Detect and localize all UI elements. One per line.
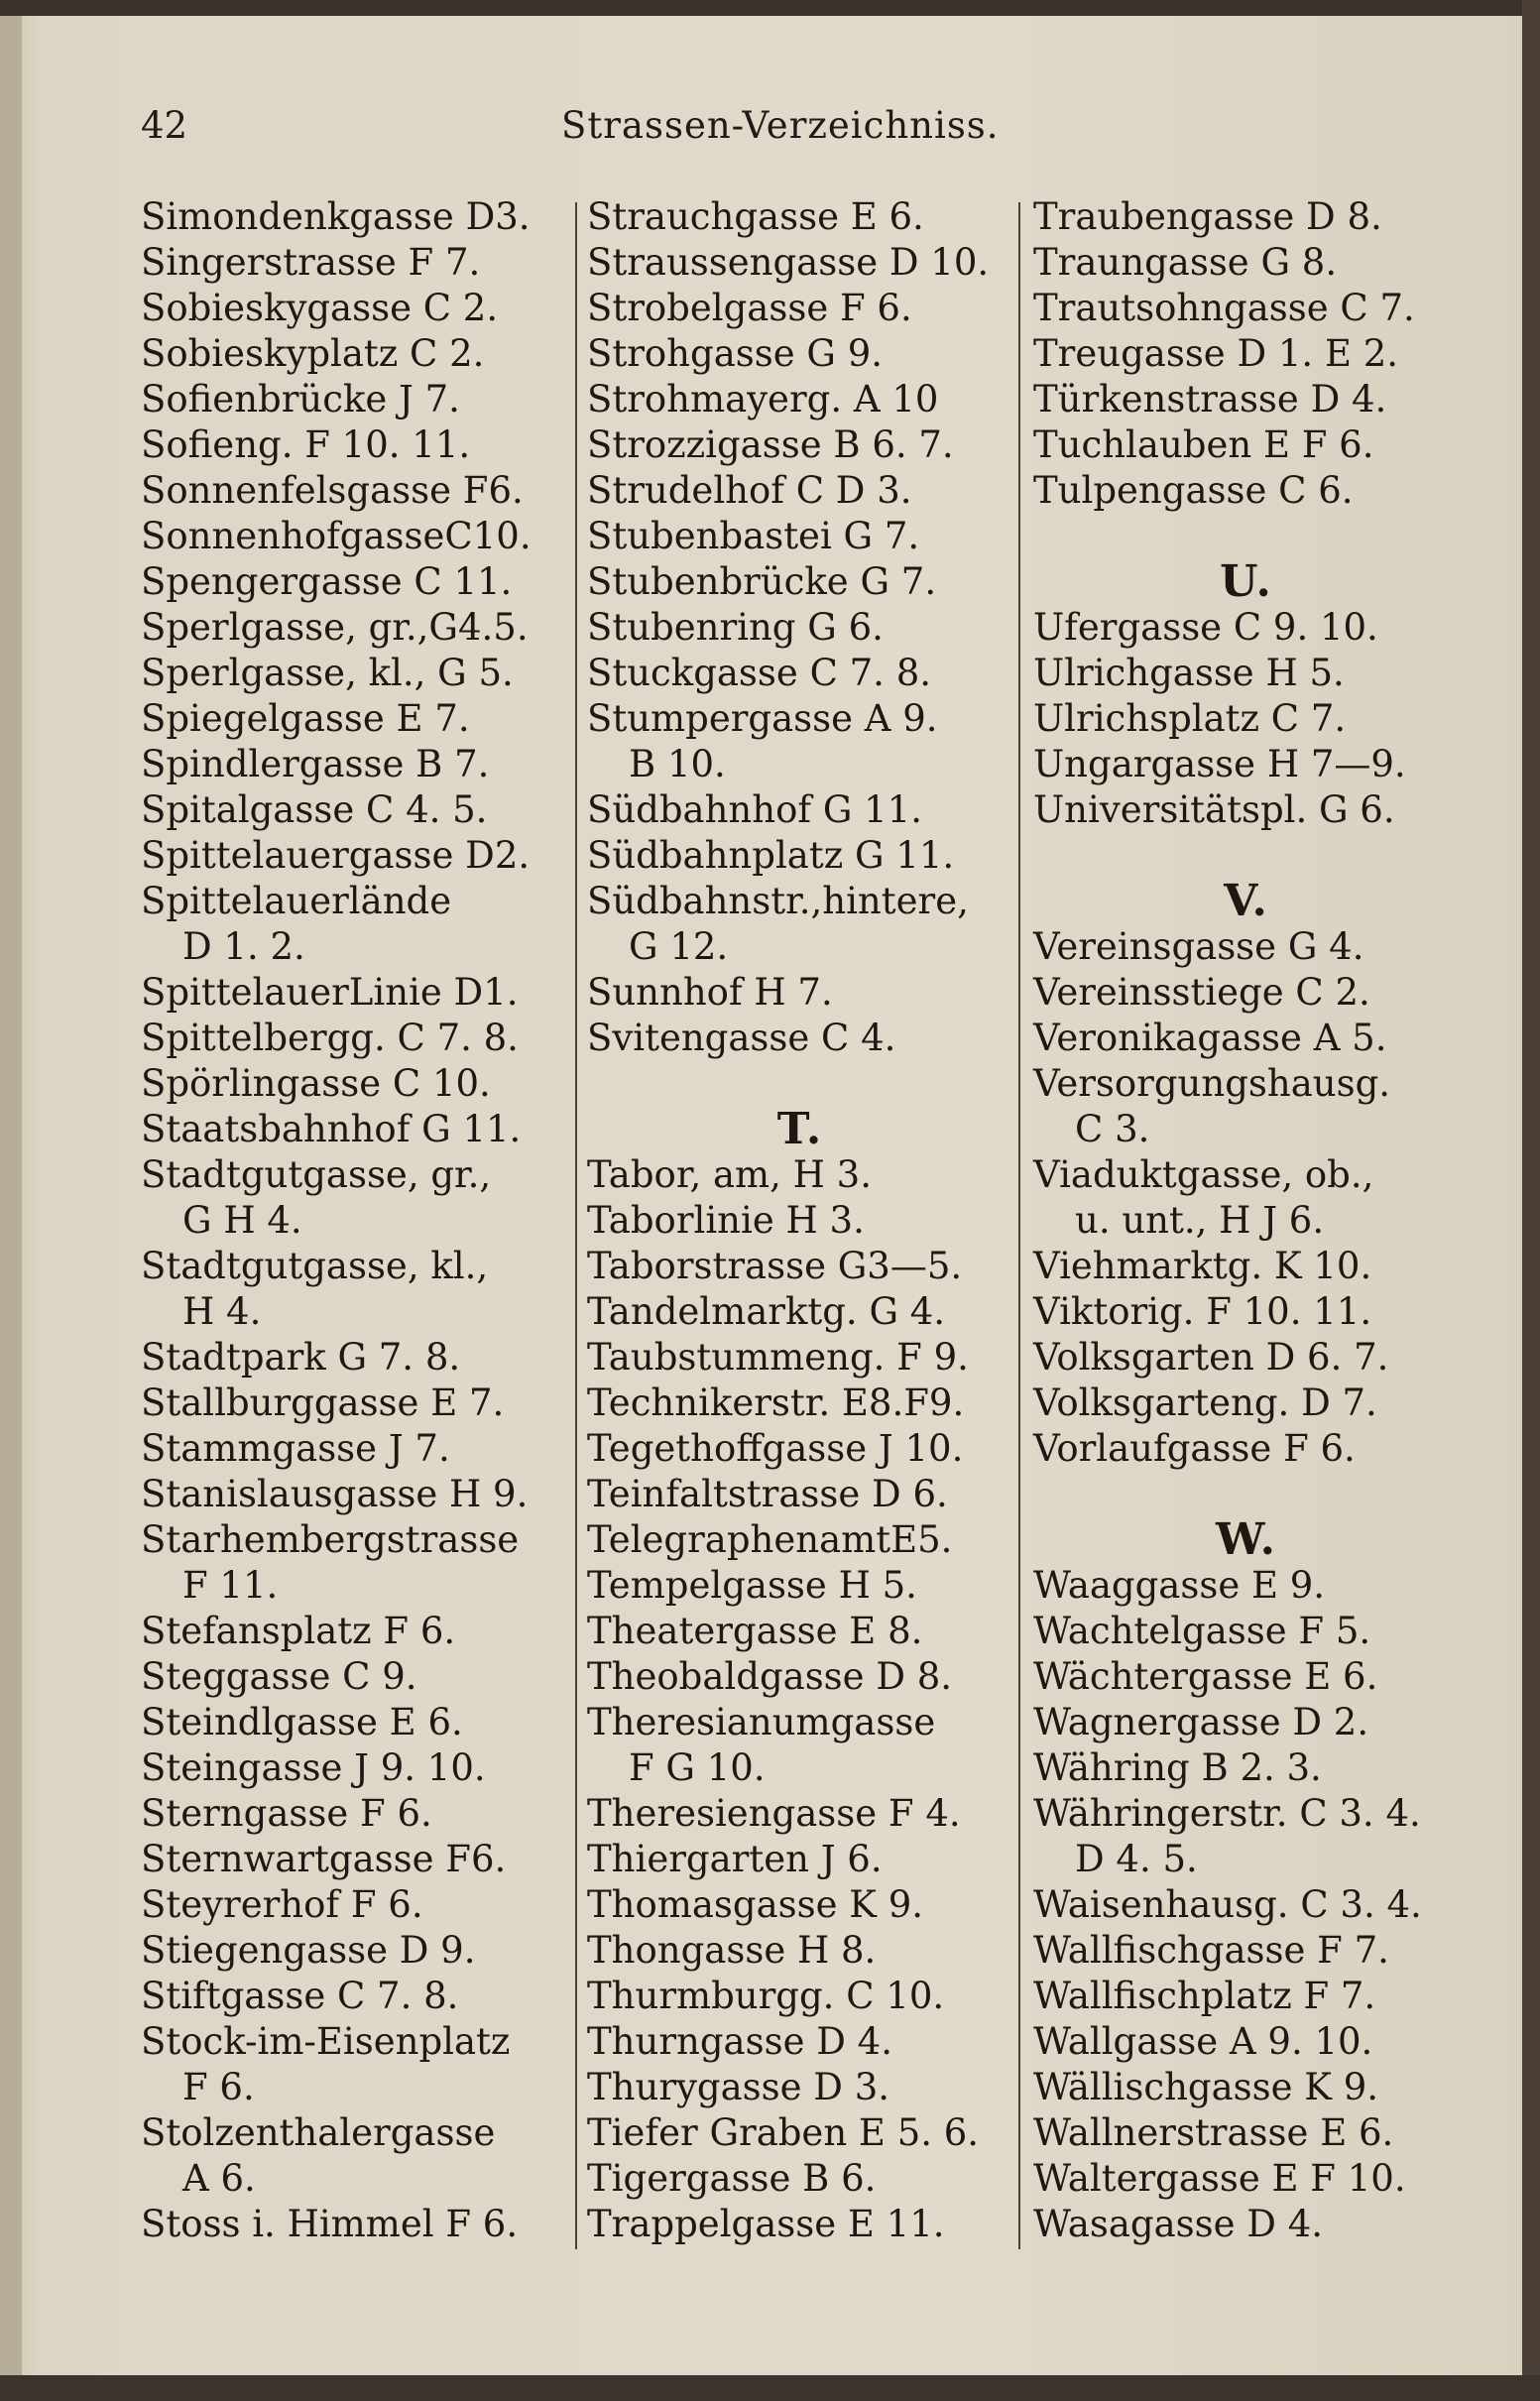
street-entry-continuation: G 12. (629, 925, 729, 968)
street-entry: Waaggasse E 9. (1033, 1564, 1326, 1607)
street-entry: Südbahnplatz G 11. (587, 834, 955, 877)
street-entry: Volksgarteng. D 7. (1033, 1381, 1377, 1424)
street-entry: Tempelgasse H 5. (587, 1564, 917, 1607)
street-entry-continuation: F 6. (182, 2066, 255, 2108)
page-header (0, 104, 1540, 164)
street-entry: Sobieskyplatz C 2. (141, 332, 485, 375)
street-entry: Sperlgasse, kl., G 5. (141, 652, 514, 694)
street-entry: Tuchlauben E F 6. (1033, 423, 1374, 466)
street-entry: Stock-im-Eisenplatz (141, 2020, 511, 2063)
street-entry: Waltergasse E F 10. (1033, 2157, 1406, 2200)
street-entry: Wallfischgasse F 7. (1033, 1929, 1389, 1972)
street-entry: Simondenkgasse D3. (141, 195, 531, 238)
index-column-2 (587, 194, 1013, 2247)
street-entry: Theresiengasse F 4. (587, 1792, 961, 1835)
street-entry: Viktorig. F 10. 11. (1033, 1290, 1372, 1333)
street-entry: Ulrichsplatz C 7. (1033, 697, 1347, 740)
street-entry: Traungasse G 8. (1033, 241, 1338, 284)
street-entry: Stiftgasse C 7. 8. (141, 1975, 459, 2017)
street-entry: Viaduktgasse, ob., (1033, 1153, 1374, 1196)
page-right-edge (1522, 0, 1540, 2401)
street-entry: Stanislausgasse H 9. (141, 1473, 529, 1515)
street-entry: Südbahnstr.,hintere, (587, 880, 969, 922)
street-entry: Stefansplatz F 6. (141, 1610, 456, 1652)
street-entry: Sofienbrücke J 7. (141, 378, 460, 420)
street-entry: Stumpergasse A 9. (587, 697, 938, 740)
street-entry: Vorlaufgasse F 6. (1033, 1427, 1356, 1470)
street-entry: TelegraphenamtE5. (587, 1518, 953, 1561)
street-entry: Viehmarktg. K 10. (1033, 1245, 1372, 1287)
street-entry: Spiegelgasse E 7. (141, 697, 470, 740)
page-bottom-edge (0, 2375, 1540, 2401)
street-entry-continuation: B 10. (629, 743, 726, 785)
street-entry: Strozzigasse B 6. 7. (587, 423, 954, 466)
street-entry: SonnenhofgasseC10. (141, 515, 532, 557)
street-entry: Stadtpark G 7. 8. (141, 1336, 461, 1379)
street-entry: Ulrichgasse H 5. (1033, 652, 1345, 694)
section-spacer (1033, 514, 1460, 559)
page-title: Strassen-Verzeichniss. (561, 104, 1000, 147)
street-entry: Straussengasse D 10. (587, 241, 990, 284)
street-entry: Thiergarten J 6. (587, 1838, 883, 1880)
street-entry: Stiegengasse D 9. (141, 1929, 476, 1972)
column-divider-right (1018, 202, 1020, 2249)
street-entry: Stadtgutgasse, gr., (141, 1153, 492, 1196)
street-entry: Veronikagasse A 5. (1033, 1017, 1387, 1059)
section-spacer (587, 1061, 1013, 1107)
street-entry: Wallfischplatz F 7. (1033, 1975, 1376, 2017)
index-column-3 (1033, 194, 1460, 2247)
street-entry: Singerstrasse F 7. (141, 241, 481, 284)
section-letter-heading: V. (1224, 876, 1269, 926)
street-entry: Strohmayerg. A 10 (587, 378, 939, 420)
street-entry: Vereinsstiege C 2. (1033, 971, 1370, 1014)
street-entry: Staatsbahnhof G 11. (141, 1108, 522, 1150)
street-entry: Strobelgasse F 6. (587, 287, 912, 329)
street-entry: Treugasse D 1. E 2. (1033, 332, 1399, 375)
street-entry: Strohgasse G 9. (587, 332, 884, 375)
street-entry: Thomasgasse K 9. (587, 1883, 923, 1926)
street-entry: Spitalgasse C 4. 5. (141, 788, 488, 831)
street-entry-continuation: G H 4. (182, 1199, 302, 1242)
street-entry: Tiefer Graben E 5. 6. (587, 2111, 980, 2154)
street-entry: Spittelauerlände (141, 880, 452, 922)
street-entry: Tulpengasse C 6. (1033, 469, 1354, 512)
street-entry: Wachtelgasse F 5. (1033, 1610, 1371, 1652)
street-entry-continuation: F 11. (182, 1564, 279, 1607)
street-entry: Wällischgasse K 9. (1033, 2066, 1378, 2108)
street-entry: Sternwartgasse F6. (141, 1838, 507, 1880)
street-entry: Wallnerstrasse E 6. (1033, 2111, 1394, 2154)
page-top-edge (0, 0, 1540, 16)
street-entry: Universitätspl. G 6. (1033, 788, 1395, 831)
street-entry: Taborlinie H 3. (587, 1199, 865, 1242)
street-entry: Thurygasse D 3. (587, 2066, 890, 2108)
street-entry: Steindlgasse E 6. (141, 1701, 463, 1743)
street-entry: Wagnergasse D 2. (1033, 1701, 1369, 1743)
section-letter-heading: T. (776, 1104, 824, 1154)
street-entry-continuation: D 1. 2. (182, 925, 305, 968)
street-entry: Wallgasse A 9. 10. (1033, 2020, 1373, 2063)
street-entry: Technikerstr. E8.F9. (587, 1381, 965, 1424)
street-entry: Stubenring G 6. (587, 606, 884, 649)
street-entry: Traubengasse D 8. (1033, 195, 1382, 238)
street-entry: Stammgasse J 7. (141, 1427, 450, 1470)
street-entry: Versorgungshausg. (1033, 1062, 1391, 1105)
street-entry: Wächtergasse E 6. (1033, 1655, 1378, 1698)
street-entry: Trautsohngasse C 7. (1033, 287, 1415, 329)
street-entry: Tabor, am, H 3. (587, 1153, 872, 1196)
street-entry: Spittelauergasse D2. (141, 834, 531, 877)
street-entry: Starhembergstrasse (141, 1518, 520, 1561)
street-entry: Theatergasse E 8. (587, 1610, 923, 1652)
binding-edge (0, 0, 22, 2401)
page-number: 42 (141, 104, 188, 147)
street-entry: Währing B 2. 3. (1033, 1746, 1322, 1789)
street-entry: Türkenstrasse D 4. (1033, 378, 1387, 420)
street-entry: Tegethoffgasse J 10. (587, 1427, 964, 1470)
street-entry: Taborstrasse G3—5. (587, 1245, 963, 1287)
street-entry: Taubstummeng. F 9. (587, 1336, 969, 1379)
section-spacer (1033, 833, 1460, 879)
street-entry: Tigergasse B 6. (587, 2157, 877, 2200)
street-entry: Strauchgasse E 6. (587, 195, 924, 238)
street-entry: SpittelauerLinie D1. (141, 971, 519, 1014)
street-entry: Stoss i. Himmel F 6. (141, 2203, 519, 2245)
street-entry: Stubenbastei G 7. (587, 515, 920, 557)
street-entry: Steyrerhof F 6. (141, 1883, 423, 1926)
street-entry: Ungargasse H 7—9. (1033, 743, 1406, 785)
street-entry: Sterngasse F 6. (141, 1792, 432, 1835)
column-divider-left (575, 202, 577, 2249)
street-entry-continuation: C 3. (1075, 1108, 1150, 1150)
street-entry-continuation: F G 10. (629, 1746, 766, 1789)
street-entry: Thongasse H 8. (587, 1929, 877, 1972)
street-entry: Währingerstr. C 3. 4. (1033, 1792, 1421, 1835)
street-entry: Stolzenthalergasse (141, 2111, 496, 2154)
street-entry: Stadtgutgasse, kl., (141, 1245, 489, 1287)
street-entry: Strudelhof C D 3. (587, 469, 912, 512)
street-entry: Spengergasse C 11. (141, 560, 513, 603)
street-entry: Svitengasse C 4. (587, 1017, 896, 1059)
street-entry: Stuckgasse C 7. 8. (587, 652, 932, 694)
street-entry: Vereinsgasse G 4. (1033, 925, 1364, 968)
street-entry-continuation: H 4. (182, 1290, 262, 1333)
street-entry: Theresianumgasse (587, 1701, 936, 1743)
street-entry: Sofieng. F 10. 11. (141, 423, 471, 466)
street-entry-continuation: u. unt., H J 6. (1075, 1199, 1325, 1242)
section-spacer (1033, 1472, 1460, 1517)
street-entry: Wasagasse D 4. (1033, 2203, 1324, 2245)
street-entry: Teinfaltstrasse D 6. (587, 1473, 948, 1515)
street-entry: Sonnenfelsgasse F6. (141, 469, 524, 512)
street-entry: Stallburggasse E 7. (141, 1381, 505, 1424)
street-entry-continuation: A 6. (182, 2157, 256, 2200)
street-entry: Südbahnhof G 11. (587, 788, 922, 831)
street-entry: Steingasse J 9. 10. (141, 1746, 486, 1789)
street-entry: Spindlergasse B 7. (141, 743, 490, 785)
street-entry: Waisenhausg. C 3. 4. (1033, 1883, 1422, 1926)
street-entry: Tandelmarktg. G 4. (587, 1290, 946, 1333)
street-entry: Stubenbrücke G 7. (587, 560, 937, 603)
street-entry: Theobaldgasse D 8. (587, 1655, 953, 1698)
street-entry: Trappelgasse E 11. (587, 2203, 945, 2245)
section-letter-heading: U. (1220, 556, 1273, 607)
street-entry: Spittelbergg. C 7. 8. (141, 1017, 519, 1059)
street-entry-continuation: D 4. 5. (1075, 1838, 1198, 1880)
street-entry: Thurngasse D 4. (587, 2020, 892, 2063)
street-entry: Sunnhof H 7. (587, 971, 833, 1014)
street-entry: Steggasse C 9. (141, 1655, 417, 1698)
street-entry: Volksgarten D 6. 7. (1033, 1336, 1389, 1379)
street-entry: Sperlgasse, gr.,G4.5. (141, 606, 529, 649)
street-entry: Spörlingasse C 10. (141, 1062, 491, 1105)
street-entry: Sobieskygasse C 2. (141, 287, 499, 329)
street-entry: Ufergasse C 9. 10. (1033, 606, 1378, 649)
section-letter-heading: W. (1216, 1514, 1277, 1565)
index-column-1 (141, 194, 567, 2247)
street-entry: Thurmburgg. C 10. (587, 1975, 945, 2017)
